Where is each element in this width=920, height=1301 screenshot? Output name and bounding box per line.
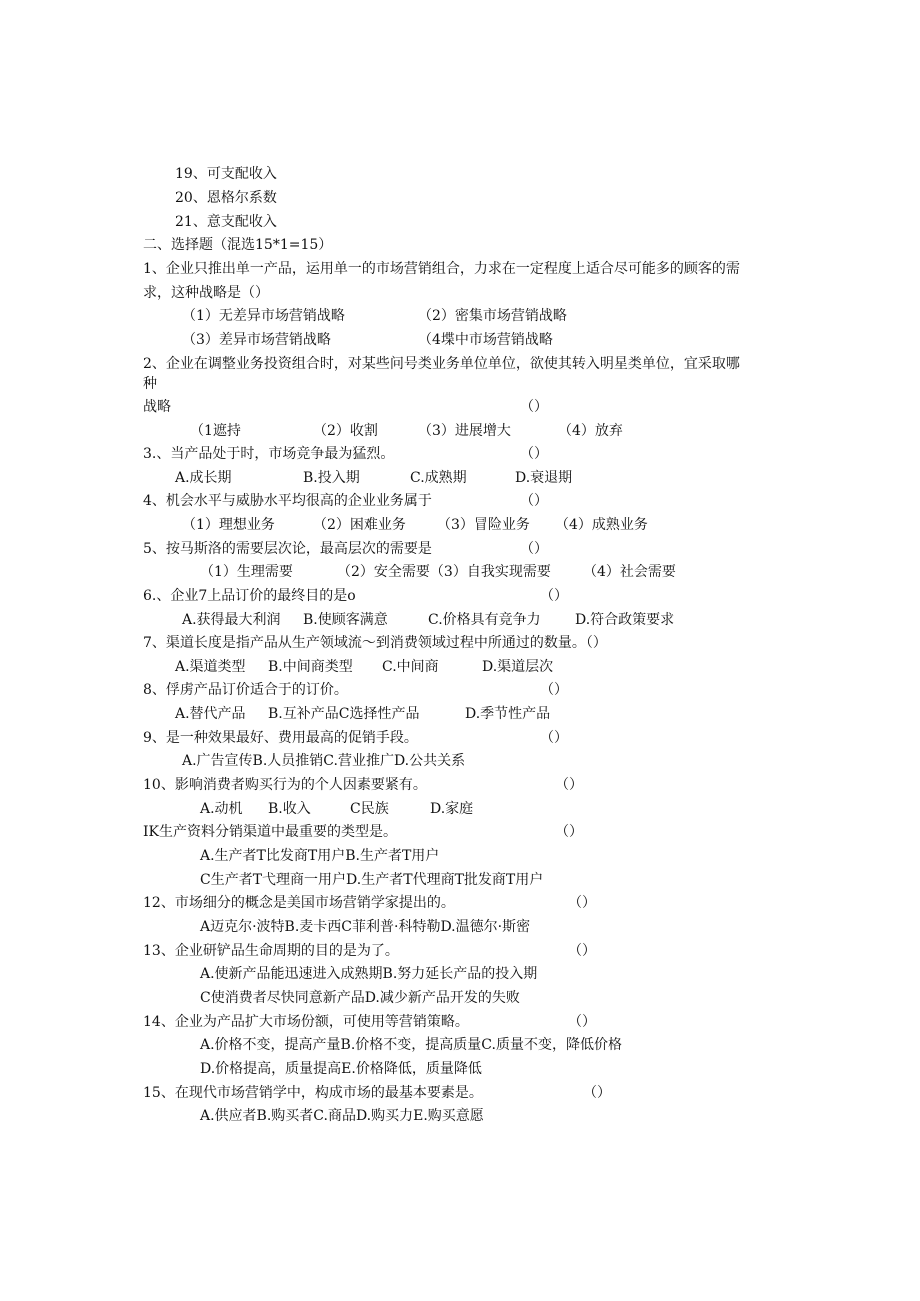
question-5-option4: （4）社会需要 [583,564,676,580]
question-10: 10、影响消费者购买行为的个人因素要紧有。 [143,777,427,793]
question-11: IK生产资料分销渠道中最重要的类型是。 [143,824,397,840]
question-8-option-a: A.替代产品 [175,706,246,722]
question-4: 4、机会水平与威胁水平均很高的企业业务属于 [143,493,432,509]
term-21: 21、意支配收入 [175,214,277,230]
question-3: 3.、当产品处于时，市场竞争最为猛烈。 [143,446,395,462]
answer-paren: （） [540,682,568,698]
question-6: 6.、企业7上品订价的最终目的是o [143,588,356,604]
question-6-option-b: B.使顾客满意 [303,612,388,628]
question-13-options-cd: C使消费者尽快同意新产品D.减少新产品开发的失败 [200,990,520,1006]
answer-paren: （） [568,895,596,911]
question-10-option-b: B.收入 [268,801,311,817]
question-5-option2-3: （2）安全需要（3）自我实现需要 [337,564,551,580]
term-19: 19、可支配收入 [175,166,277,182]
question-10-option-d: D.家庭 [430,801,474,817]
answer-paren: （） [520,399,548,415]
question-2-option4: （4）放弃 [558,423,623,439]
answer-paren: （） [555,824,583,840]
question-4-option2: （2）困难业务 [313,517,406,533]
question-4-option3: （3）冒险业务 [437,517,530,533]
answer-paren: （） [540,730,568,746]
question-8-option-bc: B.互补产品C选择性产品 [268,706,420,722]
question-9: 9、是一种效果最好、费用最高的促销手段。 [143,730,418,746]
question-5-option1: （1）生理需要 [200,564,293,580]
question-1-line2: 求，这种战略是（） [143,285,269,301]
question-6-option-a: A.获得最大利润 [182,612,281,628]
question-10-option-a: A.动机 [200,801,243,817]
question-2-option1: （1遮持 [190,423,241,439]
question-7-option-d: D.渠道层次 [482,659,554,675]
question-13-options-ab: A.使新产品能迅速进入成熟期B.努力延长产品的投入期 [200,966,538,982]
question-14: 14、企业为产品扩大市场份额，可使用等营销策略。 [143,1014,469,1030]
answer-paren: （） [520,446,548,462]
question-10-option-c: C民族 [350,801,389,817]
section-heading: 二、选择题（混选15*1=15） [143,237,333,253]
question-1-option3: （3）差异市场营销战略 [182,332,331,348]
question-11-options-cd: C生产者T弋理商一用户D.生产者T代理商T批发商T用户 [200,872,544,888]
question-9-options: A.广告宣传B.人员推销C.营业推广D.公共关系 [182,753,466,769]
question-3-option-a: A.成长期 [175,470,232,486]
question-14-options-abc: A.价格不变，提高产量B.价格不变，提高质量C.质量不变，降低价格 [200,1037,622,1053]
question-1-option1: （1）无差异市场营销战略 [182,308,345,324]
question-4-option4: （4）成熟业务 [555,517,648,533]
question-3-option-c: C.成熟期 [410,470,467,486]
question-7: 7、渠道长度是指产品从生产领域流〜到消费领域过程中所通过的数量。（） [143,635,607,651]
question-3-option-d: D.衰退期 [515,470,573,486]
question-6-option-c: C.价格具有竞争力 [428,612,541,628]
question-14-options-de: D.价格提高，质量提高E.价格降低，质量降低 [200,1061,482,1077]
question-2-line2: 种 [143,376,157,392]
question-2-line1: 2、企业在调整业务投资组合时，对某些问号类业务单位单位，欲使其转入明星类单位，宜采取哪 [143,356,740,372]
question-12: 12、市场细分的概念是美国市场营销学家提出的。 [143,895,455,911]
question-7-option-b: B.中间商类型 [268,659,353,675]
question-2-option3: （3）进展增大 [418,423,511,439]
question-12-options: A迈克尔·波特B.麦卡西C菲利普·科特勒D.温德尔·斯密 [200,919,531,935]
question-8: 8、俘虏产品订价适合于的订价。 [143,682,348,698]
question-7-option-a: A.渠道类型 [175,659,246,675]
answer-paren: （） [568,943,596,959]
question-4-option1: （1）理想业务 [182,517,275,533]
question-1-option2: （2）密集市场营销战略 [418,308,567,324]
question-15: 15、在现代市场营销学中，构成市场的最基本要素是。 [143,1085,483,1101]
question-15-options: A.供应者B.购买者C.商品D.购买力E.购买意愿 [200,1108,484,1124]
answer-paren: （） [568,1014,596,1030]
question-8-option-d: D.季节性产品 [465,706,551,722]
question-2-line3: 战略 [143,399,171,415]
answer-paren: （） [520,493,548,509]
question-7-option-c: C.中间商 [382,659,439,675]
question-2-option2: （2）收割 [313,423,378,439]
question-3-option-b: B.投入期 [303,470,360,486]
term-20: 20、恩格尔系数 [175,190,277,206]
answer-paren: （） [540,588,568,604]
question-5: 5、按马斯洛的需要层次论，最高层次的需要是 [143,541,432,557]
answer-paren: （） [520,541,548,557]
question-1-option4: （4堞中市场营销战略 [418,332,553,348]
answer-paren: （） [555,777,583,793]
question-11-options-ab: A.生产者T比发商T用户B.生产者T用户 [200,848,440,864]
question-6-option-d: D.符合政策要求 [575,612,675,628]
answer-paren: （） [583,1085,611,1101]
question-13: 13、企业研铲品生命周期的目的是为了。 [143,943,399,959]
question-1-line1: 1、企业只推出单一产品，运用单一的市场营销组合，力求在一定程度上适合尽可能多的顾客的需 [143,261,740,277]
